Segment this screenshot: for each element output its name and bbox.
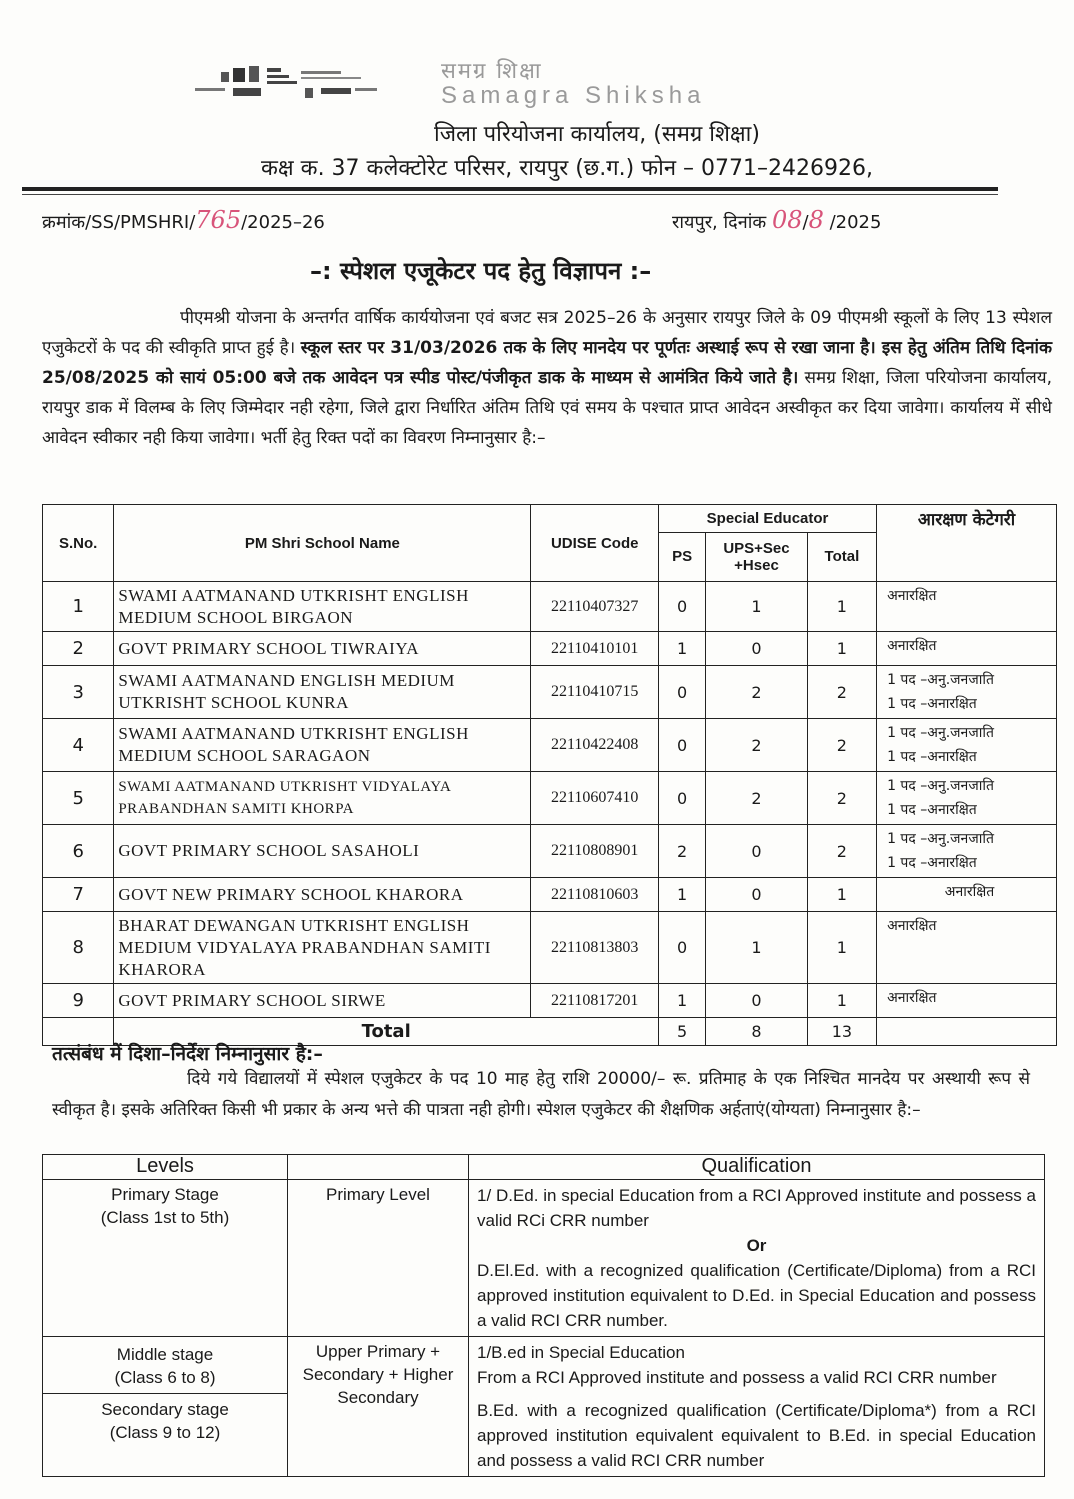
cell-udise: 22110422408 (531, 719, 659, 772)
cell-total: 2 (807, 825, 876, 878)
col-special-educator: Special Educator (659, 505, 877, 533)
cell-udise: 22110407327 (531, 582, 659, 632)
guidelines-paragraph (52, 1064, 1030, 1126)
date-month: 8 (808, 206, 824, 234)
col-ups: UPS+Sec +Hsec (706, 532, 808, 581)
cell-school: BHARAT DEWANGAN UTKRISHT ENGLISH MEDIUM VIDYALAYA PRABANDHAN SAMITI KHARORA (114, 912, 531, 984)
reservation-line: अनारक्षित (887, 918, 937, 934)
cell-total: 2 (807, 772, 876, 825)
date-label: रायपुर, दिनांक (672, 212, 767, 233)
intro-text-bold: स्कूल स्तर पर 31/03/2026 तक के लिए मानदेय पर पूर्णतः अस्थाई रूप से रखा जाना है। इस हेतु अंतिम तिथि दिनांक 25/08/2025 को सायं 05:00 बजे तक आवेदन पत्र स्पीड पोस्ट/पंजीकृत डाक के माध्यम से आमंत्रित किये जाते है। (42, 338, 1052, 388)
col-ps: PS (659, 532, 706, 581)
total-ps: 5 (659, 1018, 706, 1046)
cell-sno: 8 (43, 912, 114, 984)
samagra-shiksha-logo (195, 58, 885, 108)
cell-sno: 1 (43, 582, 114, 632)
cell-sno: 5 (43, 772, 114, 825)
cell-ps: 0 (659, 772, 706, 825)
logo-text-hindi: समग्र शिक्षा (441, 59, 543, 84)
cell-ps: 0 (659, 666, 706, 719)
reservation-line: 1 पद –अनारक्षित (887, 696, 977, 712)
cell-reservation (877, 772, 1057, 825)
qualification-table (42, 1154, 1045, 1477)
table-row (43, 984, 1057, 1018)
cell-ups: 1 (706, 582, 808, 632)
table-row-primary (43, 1180, 1045, 1337)
guidelines-heading: तत्संबंध में दिशा–निर्देश निम्नानुसार है:– (52, 1043, 323, 1065)
logo-wordmark (441, 60, 705, 108)
cell-ups: 1 (706, 912, 808, 984)
reservation-line: अनारक्षित (944, 884, 995, 900)
table-row (43, 825, 1057, 878)
reference-prefix: क्रमांक/SS/PMSHRI/ (42, 212, 196, 233)
primary-stage-cell (43, 1180, 288, 1337)
cell-sno: 2 (43, 632, 114, 666)
table-row-upper (43, 1337, 1045, 1477)
date-day: 08 (771, 206, 803, 234)
primary-qualification-2: D.El.Ed. with a recognized qualification (Certificate/Diploma) from a RCI approved institution equivalent to D.Ed. in Special Education and possess a valid RCI CRR number. (477, 1261, 1036, 1330)
col-levels: Levels (43, 1155, 288, 1180)
upper-qualification-cell (469, 1337, 1045, 1477)
cell-ps: 1 (659, 632, 706, 666)
reference-suffix: /2025–26 (241, 212, 325, 233)
secondary-stage-classes: (Class 9 to 12) (109, 1423, 221, 1442)
cell-sno: 6 (43, 825, 114, 878)
table-row (43, 772, 1057, 825)
table-row (43, 878, 1057, 912)
cell-sno: 4 (43, 719, 114, 772)
upper-stage-cell (43, 1337, 288, 1477)
cell-reservation (877, 825, 1057, 878)
reference-date: रायपुर, दिनांक 08/8 /2025 (672, 206, 882, 234)
col-udise: UDISE Code (531, 505, 659, 582)
cell-ups: 0 (706, 878, 808, 912)
advertisement-title: –: स्पेशल एजूकेटर पद हेतु विज्ञापन :– (310, 257, 652, 285)
reservation-line: 1 पद –अनु.जनजाति (887, 725, 994, 741)
date-year: /2025 (829, 212, 882, 233)
cell-school: GOVT PRIMARY SCHOOL SASAHOLI (114, 825, 531, 878)
cell-sno: 9 (43, 984, 114, 1018)
cell-school: SWAMI AATMANAND UTKRISHT ENGLISH MEDIUM SCHOOL BIRGAON (114, 582, 531, 632)
col-reservation: आरक्षण केटेगरी (877, 505, 1057, 582)
guidelines-text: दिये गये विद्यालयों में स्पेशल एजुकेटर के पद 10 माह हेतु राशि 20000/– रू. प्रतिमाह के एक निश्चित मानदेय पर अस्थायी रूप से स्वीकृत है। इसके अतिरिक्त किसी भी प्रकार के अन्य भत्ते की पात्रता नही होगी। स्पेशल एजुकेटर की शैक्षणिक अर्हताएं(योग्यता) निम्नानुसार है:– (52, 1069, 1030, 1120)
cell-reservation (877, 878, 1057, 912)
header-rule-thin (22, 194, 998, 195)
table-row (43, 719, 1057, 772)
cell-total: 1 (807, 912, 876, 984)
cell-udise: 22110410101 (531, 632, 659, 666)
table-row (43, 582, 1057, 632)
cell-udise: 22110810603 (531, 878, 659, 912)
upper-qualification-3: B.Ed. with a recognized qualification (Certificate/Diploma*) from a RCI approved institution equivalent equivalent to B.Ed. in special Education and possess a valid RCI CRR number (477, 1401, 1036, 1470)
intro-text-2: समग्र शिक्षा, जिला परियोजना कार्यालय, रायपुर डाक में विलम्ब के लिए जिम्मेदार नही रहेगा, जिले द्वारा निर्धारित अंतिम तिथि एवं समय के पश्चात प्राप्त आवेदन अस्वीकृत कर दिया जावेगा। कार्यालय में सीधे आवेदन स्वीकार नही किया जावेगा। भर्ती हेतु रिक्त पदों का विवरण निम्नानुसार है:– (42, 368, 1052, 448)
cell-udise: 22110813803 (531, 912, 659, 984)
cell-reservation (877, 912, 1057, 984)
cell-ups: 0 (706, 632, 808, 666)
reservation-line: अनारक्षित (887, 990, 937, 1006)
cell-ups: 0 (706, 825, 808, 878)
intro-text-1: पीएमश्री योजना के अन्तर्गत वार्षिक कार्ययोजना एवं बजट सत्र 2025–26 के अनुसार रायपुर जिले के 09 पीएमश्री स्कूलों के लिए 13 स्पेशल एजुकेटरों के पद की स्वीकृति प्राप्त हुई है। (42, 308, 1052, 358)
reservation-line: अनारक्षित (887, 588, 937, 604)
col-qualification: Qualification (469, 1155, 1045, 1180)
col-level-blank (288, 1155, 469, 1180)
col-school-name: PM Shri School Name (114, 505, 531, 582)
cell-ups: 2 (706, 666, 808, 719)
primary-level-cell: Primary Level (288, 1180, 469, 1337)
cell-reservation (877, 666, 1057, 719)
table-row (43, 632, 1057, 666)
primary-stage-classes: (Class 1st to 5th) (100, 1208, 230, 1227)
cell-ps: 1 (659, 878, 706, 912)
cell-reservation (877, 582, 1057, 632)
cell-ps: 2 (659, 825, 706, 878)
reservation-line: 1 पद –अनु.जनजाति (887, 831, 994, 847)
cell-total: 1 (807, 632, 876, 666)
logo-text-english: Samagra Shiksha (441, 82, 706, 109)
cell-school: GOVT PRIMARY SCHOOL SIRWE (114, 984, 531, 1018)
upper-qualification-1: 1/B.ed in Special Education (477, 1343, 685, 1362)
upper-qualification-2: From a RCI Approved institute and possess a valid RCI CRR number (477, 1368, 997, 1387)
office-address: कक्ष क. 37 कलेक्टोरेट परिसर, रायपुर (छ.ग.) फोन – 0771–2426926, (261, 156, 873, 181)
cell-ps: 1 (659, 984, 706, 1018)
upper-level-cell: Upper Primary + Secondary + Higher Secondary (288, 1337, 469, 1477)
cell-ps: 0 (659, 912, 706, 984)
reservation-line: 1 पद –अनारक्षित (887, 855, 977, 871)
cell-school: SWAMI AATMANAND UTKRISHT ENGLISH MEDIUM SCHOOL SARAGAON (114, 719, 531, 772)
reference-number (42, 206, 325, 234)
cell-reservation (877, 632, 1057, 666)
cell-reservation (877, 719, 1057, 772)
total-ups: 8 (706, 1018, 808, 1046)
col-sno: S.No. (43, 505, 114, 582)
cell-udise: 22110808901 (531, 825, 659, 878)
cell-total: 2 (807, 666, 876, 719)
cell-reservation (877, 984, 1057, 1018)
cell-ups: 2 (706, 719, 808, 772)
reservation-line: 1 पद –अनु.जनजाति (887, 778, 994, 794)
or-label: Or (746, 1236, 767, 1255)
cell-ups: 2 (706, 772, 808, 825)
cell-school: GOVT NEW PRIMARY SCHOOL KHARORA (114, 878, 531, 912)
cell-ps: 0 (659, 719, 706, 772)
reservation-line: अनारक्षित (887, 638, 937, 654)
primary-qualification-cell (469, 1180, 1045, 1337)
cell-school: SWAMI AATMANAND ENGLISH MEDIUM UTKRISHT SCHOOL KUNRA (114, 666, 531, 719)
primary-stage-label: Primary Stage (111, 1185, 219, 1204)
cell-school: GOVT PRIMARY SCHOOL TIWRAIYA (114, 632, 531, 666)
cell-udise: 22110817201 (531, 984, 659, 1018)
cell-total: 1 (807, 984, 876, 1018)
table-row (43, 912, 1057, 984)
total-label: Total (114, 1018, 659, 1046)
cell-ups: 0 (706, 984, 808, 1018)
intro-paragraph (42, 303, 1052, 453)
col-total: Total (807, 532, 876, 581)
cell-sno: 3 (43, 666, 114, 719)
table-row (43, 666, 1057, 719)
primary-qualification-1: 1/ D.Ed. in special Education from a RCI Approved institute and possess a valid RCi CRR number (477, 1186, 1036, 1230)
cell-udise: 22110607410 (531, 772, 659, 825)
logo-emblem-icon (195, 62, 405, 102)
reference-handwritten-number: 765 (195, 206, 242, 234)
cell-ps: 0 (659, 582, 706, 632)
total-all: 13 (807, 1018, 876, 1046)
cell-school: SWAMI AATMANAND UTKRISHT VIDYALAYA PRABANDHAN SAMITI KHORPA (114, 772, 531, 825)
cell-total: 1 (807, 582, 876, 632)
cell-empty (877, 1018, 1057, 1046)
header-rule (22, 187, 998, 191)
secondary-stage-label: Secondary stage (101, 1400, 229, 1419)
middle-stage-label: Middle stage (116, 1345, 214, 1364)
reservation-line: 1 पद –अनारक्षित (887, 749, 977, 765)
cell-total: 1 (807, 878, 876, 912)
reservation-line: 1 पद –अनारक्षित (887, 802, 977, 818)
cell-udise: 22110410715 (531, 666, 659, 719)
office-name: जिला परियोजना कार्यालय, (समग्र शिक्षा) (434, 122, 760, 147)
vacancy-table (42, 504, 1057, 1046)
cell-sno: 7 (43, 878, 114, 912)
middle-stage-classes: (Class 6 to 8) (114, 1368, 216, 1387)
cell-total: 2 (807, 719, 876, 772)
reservation-line: 1 पद –अनु.जनजाति (887, 672, 994, 688)
